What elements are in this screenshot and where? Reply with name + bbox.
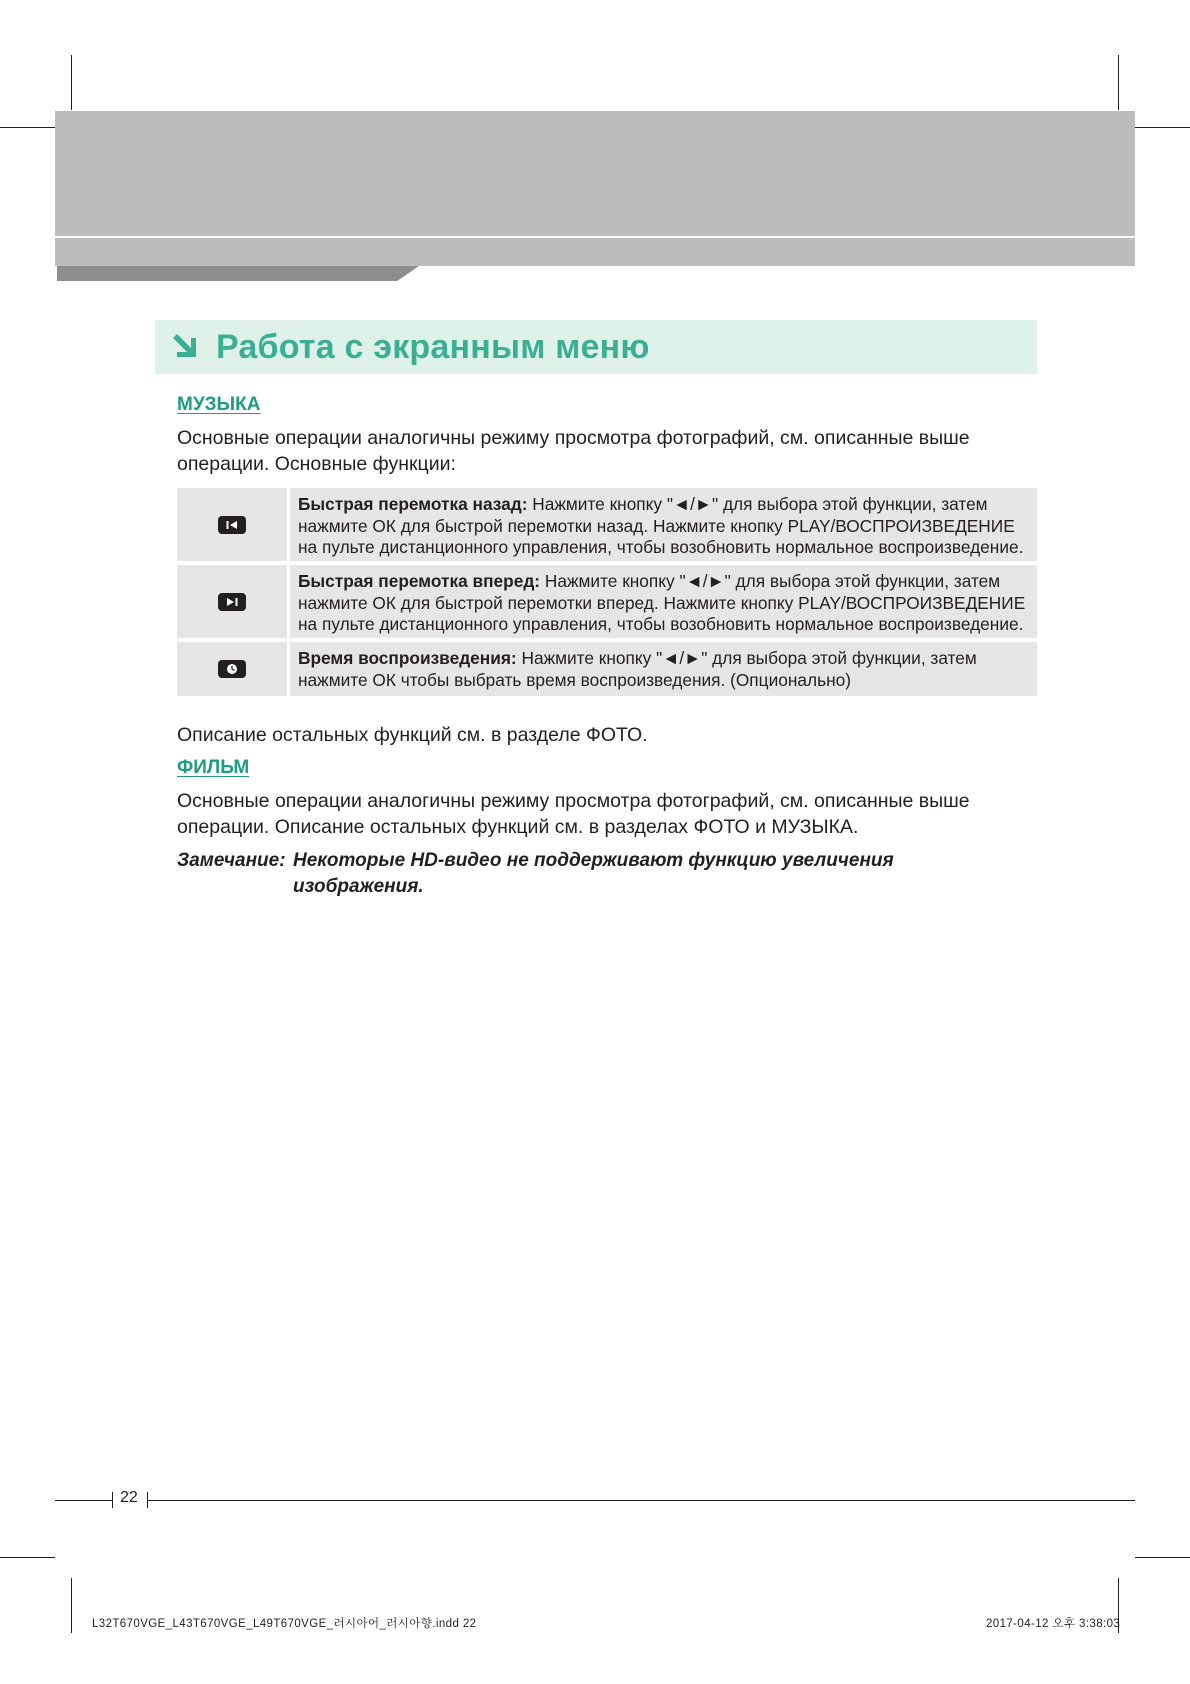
crop-mark [0, 127, 55, 128]
clock-icon [218, 660, 246, 678]
header-banner [55, 111, 1135, 236]
table-row [177, 488, 1037, 561]
fast-forward-icon [218, 593, 246, 611]
table-icon-cell [177, 488, 287, 561]
crop-mark [71, 1578, 72, 1633]
music-outro: Описание остальных функций см. в разделе ФОТО. [177, 724, 648, 746]
page-title: Работа с экранным меню [216, 328, 650, 366]
footer-line [55, 1500, 112, 1501]
table-text-cell [290, 642, 1037, 696]
rewind-icon [218, 516, 246, 534]
header-strip [55, 238, 1135, 266]
music-intro: Основные операции аналогичны режиму просмотра фотографий, см. описанные выше операции. Основные функции: [177, 427, 970, 475]
film-heading: ФИЛЬМ [177, 757, 250, 778]
crop-mark [71, 55, 72, 110]
music-heading: МУЗЫКА [177, 394, 261, 415]
note-label: Замечание: [177, 850, 286, 871]
page-number: 22 [120, 1489, 138, 1506]
note-text: Некоторые HD-видео не поддерживают функцию увеличения [293, 850, 894, 871]
table-text-cell [290, 488, 1037, 561]
film-text: Основные операции аналогичны режиму просмотра фотографий, см. описанные выше операции. Описание остальных функций см. в разделах ФОТО и МУЗЫКА. [177, 790, 970, 838]
note [177, 848, 1037, 900]
file-timestamp: 2017-04-12 오후 3:38:03 [986, 1618, 1121, 1630]
crop-mark [1135, 1557, 1190, 1558]
table-icon-cell [177, 642, 287, 696]
table-text-cell [290, 565, 1037, 638]
file-slug: L32T670VGE_L43T670VGE_L49T670VGE_러시아어_러시아향.indd 22 [92, 1618, 477, 1630]
function-term: Время воспроизведения: [298, 648, 517, 668]
header-tab [57, 266, 419, 281]
table-icon-cell [177, 565, 287, 638]
function-desc: Нажмите кнопку "◄/►" для выбора этой функции, затем нажмите ОК для быстрой перемотки назад. Нажмите кнопку PLAY/ВОСПРОИЗВЕДЕНИЕ на пульте дистанционного управления, чтобы возобновить нормальное воспроизведение. [298, 494, 1024, 557]
crop-mark [1118, 55, 1119, 110]
function-term: Быстрая перемотка вперед: [298, 571, 541, 591]
footer-line [147, 1500, 1135, 1501]
function-desc: Нажмите кнопку "◄/►" для выбора этой функции, затем нажмите ОК чтобы выбрать время воспроизведения. (Опционально) [298, 648, 977, 690]
table-row [177, 642, 1037, 696]
crop-mark [1135, 127, 1190, 128]
table-row [177, 565, 1037, 638]
function-term: Быстрая перемотка назад: [298, 494, 528, 514]
footer-tick [112, 1492, 113, 1508]
note-text-continued: изображения. [293, 876, 424, 897]
function-desc: Нажмите кнопку "◄/►" для выбора этой функции, затем нажмите ОК для быстрой перемотки вперед. Нажмите кнопку PLAY/ВОСПРОИЗВЕДЕНИЕ на пульте дистанционного управления, чтобы возобновить нормальное воспроизведение. [298, 571, 1026, 634]
arrow-down-right-icon [170, 331, 200, 361]
crop-mark [0, 1557, 55, 1558]
